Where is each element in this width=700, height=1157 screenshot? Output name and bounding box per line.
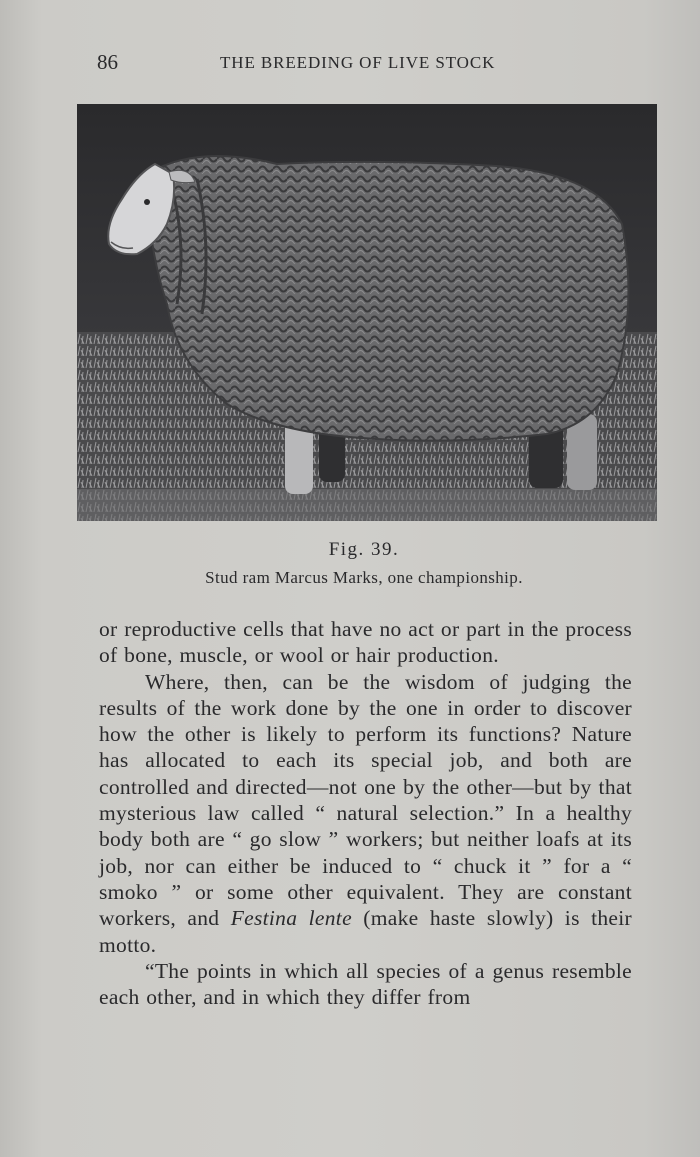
paragraph-3: “The points in which all species of a genus resemble each other, and in which they differ from (99, 958, 632, 1010)
ram-photograph (77, 104, 657, 521)
paragraph-2-latin-motto: Festina lente (230, 906, 352, 931)
ram-photo-drawing (77, 104, 657, 521)
figure-label: Fig. 39. (328, 539, 400, 560)
page-number: 86 (97, 50, 118, 74)
paragraph-2-text: Where, then, can be the wisdom of judging the results of the work done by the one in order to discover how the other is likely to perform its functions? Nature has allocated to each its special job, and both are controlled and directed—not one by the other—but by that mysterious law called “ natural selection.” In a healthy body both are “ go slow ” workers; but neither loafs at its job, nor can either be induced to “ chuck it ” for a “ smoko ” or some other equivalent. They are constant workers, and (99, 669, 632, 931)
paragraph-2-text-end: (make haste slowly) is their motto. (99, 906, 632, 957)
figure-caption: Stud ram Marcus Marks, one championship. (205, 568, 523, 587)
body-text (99, 616, 632, 1010)
running-title: THE BREEDING OF LIVE STOCK (220, 53, 496, 72)
paragraph-2 (99, 669, 632, 958)
paragraph-1: or reproductive cells that have no act or part in the process of bone, muscle, or wool or hair production. (99, 617, 632, 668)
running-head (97, 50, 517, 76)
